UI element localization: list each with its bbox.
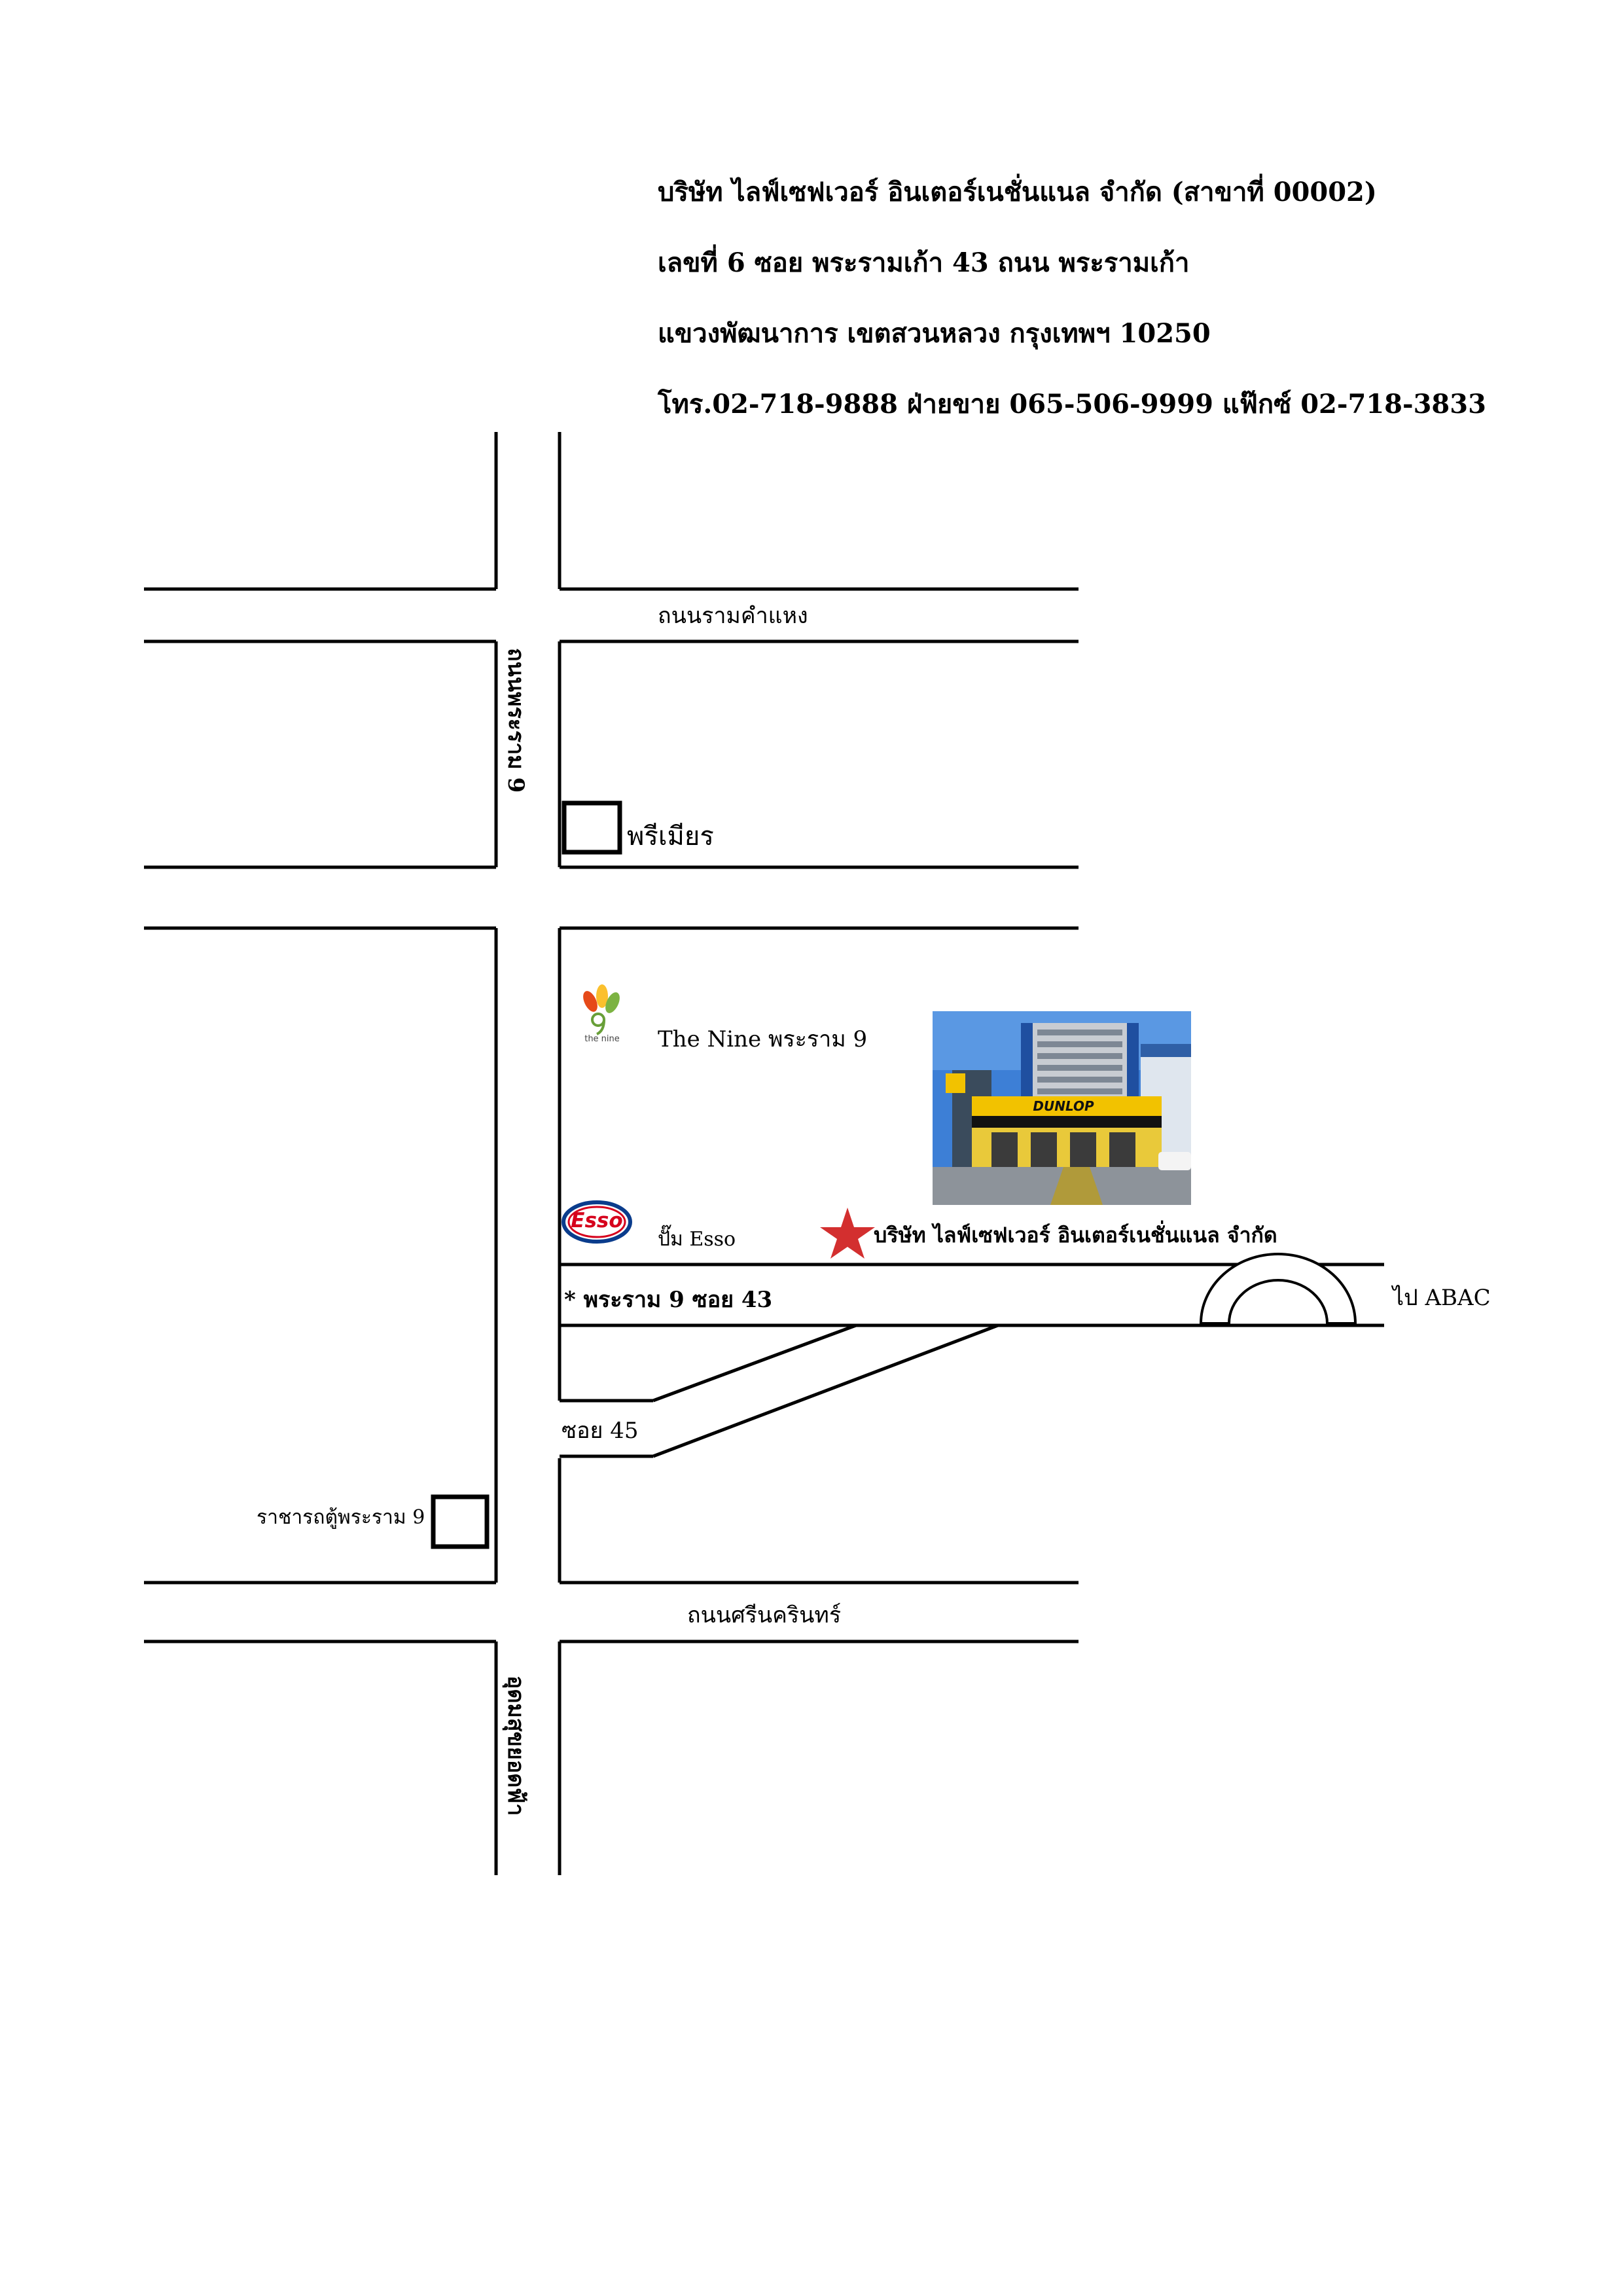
road-label-ramkhamhaeng: ถนนรามคำแหง (658, 603, 808, 629)
van-station-marker (433, 1497, 487, 1547)
esso-pump-label: ปั๊ม Esso (658, 1228, 736, 1251)
road-label-udomsuk: อุดมสุขยอดฟ้า (503, 1676, 529, 1816)
building-photo (933, 1011, 1191, 1205)
road-label-soi45: ซอย 45 (562, 1418, 639, 1444)
road-label-soi43: * พระราม 9 ซอย 43 (564, 1287, 773, 1313)
header-district-line: แขวงพัฒนาการ เขตสวนหลวง กรุงเทพฯ 10250 (658, 318, 1211, 349)
van-station-label: ราชารถตู้พระราม 9 (257, 1506, 425, 1529)
esso-logo-text: Esso (571, 1209, 623, 1232)
to-abac-label: ไป ABAC (1393, 1285, 1491, 1311)
header-address-line: เลขที่ 6 ซอย พระรามเก้า 43 ถนน พระรามเก้า (658, 247, 1190, 278)
the-nine-label: The Nine พระราม 9 (658, 1026, 868, 1052)
premier-marker (564, 803, 620, 852)
road-label-rama9: ถนนพระราม 9 (503, 648, 529, 793)
company-location-label: บริษัท ไลฟ์เซฟเวอร์ อินเตอร์เนชั่นแนล จำกัด (874, 1223, 1277, 1247)
dunlop-sign-text: DUNLOP (1033, 1098, 1094, 1114)
road-outlines (144, 432, 1384, 1875)
esso-logo (562, 1200, 632, 1244)
company-star-icon (820, 1208, 875, 1259)
the-nine-logo (576, 982, 628, 1047)
premier-label: พรีเมียร (627, 821, 714, 852)
header-company-name: บริษัท ไลฟ์เซฟเวอร์ อินเตอร์เนชั่นแนล จำกัด (สาขาที่ 00002) (658, 177, 1377, 207)
the-nine-logo-text: the nine (584, 1034, 620, 1044)
header-contact-line: โทร.02-718-9888 ฝ่ายขาย 065-506-9999 แฟ๊กซ์ 02-718-3833 (658, 389, 1486, 420)
road-label-srinagarindra: ถนนศรีนครินทร์ (687, 1602, 842, 1628)
